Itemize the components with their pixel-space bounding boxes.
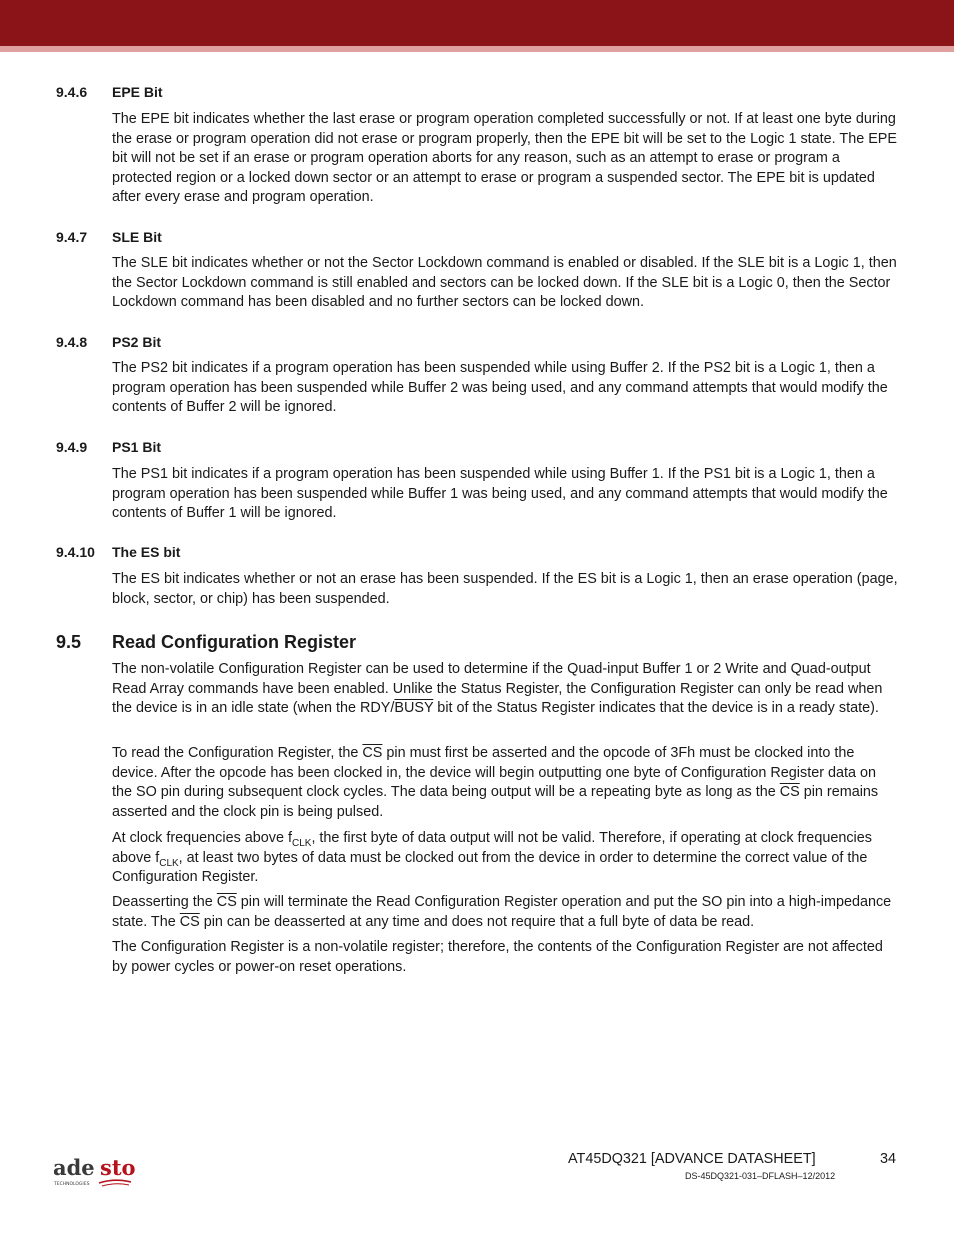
page-number: 34 bbox=[880, 1151, 897, 1167]
section-title: Read Configuration Register bbox=[112, 632, 357, 652]
section-number: 9.4.7 bbox=[56, 229, 88, 245]
section-heading-9-4-9 bbox=[56, 439, 161, 455]
svg-text:TECHNOLOGIES: TECHNOLOGIES bbox=[54, 1182, 90, 1187]
section-heading-9-5 bbox=[56, 632, 356, 653]
cs-signal: $\overline{CS}$ bbox=[216, 894, 237, 910]
busy-signal: BUSY bbox=[394, 700, 434, 717]
clk-subscript: CLK bbox=[291, 837, 312, 849]
clk-subscript: CLK bbox=[159, 857, 179, 869]
section-title: PS2 Bit bbox=[112, 334, 162, 350]
paragraph-epe: The EPE bit indicates whether the last erase or program operation completed successfully or not. If at least one byte during the erase or program operation did not erase or program properly, then the EPE bit will be set to the Logic 1 state. The EPE bit will not be set if an erase or program operation aborts for any reason, such as an attempt to erase or program a protected region or a locked down sector or an attempt to erase or program a suspended sector. The EPE bit is updated after every erase and program operation. bbox=[112, 111, 897, 206]
section-number: 9.4.6 bbox=[56, 84, 88, 100]
document-id: DS-45DQ321-031–DFLASH–12/2012 bbox=[685, 1171, 836, 1181]
section-title: SLE Bit bbox=[112, 229, 162, 245]
svg-text:sto: sto bbox=[100, 1155, 136, 1180]
section-number: 9.4.10 bbox=[56, 544, 95, 560]
svg-text:ade: ade bbox=[53, 1155, 95, 1180]
paragraph-deasserting: Deasserting the $\overline{CS}$ pin will terminate the Read Configuration Register operation and put the SO pin into a high-impedance state. The $\overline{CS}$ pin can be deasserted at any time and does not require that a full byte of data be read. bbox=[112, 894, 892, 930]
cs-signal: $\overline{CS}$ bbox=[779, 784, 800, 801]
section-number: 9.5 bbox=[56, 632, 82, 652]
section-heading-9-4-8 bbox=[56, 334, 161, 350]
section-heading-9-4-6 bbox=[56, 84, 163, 100]
section-title: The ES bit bbox=[112, 544, 181, 560]
paragraph-es: The ES bit indicates whether or not an erase has been suspended. If the ES bit is a Logic 1, then an erase operation (page, block, sector, or chip) has been suspended. bbox=[112, 571, 898, 607]
section-heading-9-4-10 bbox=[56, 544, 180, 560]
header-bar bbox=[0, 0, 954, 52]
section-heading-9-4-7 bbox=[56, 229, 162, 245]
adesto-logo bbox=[53, 1154, 143, 1188]
cs-signal: $\overline{CS}$ bbox=[179, 913, 200, 930]
paragraph-sle: The SLE bit indicates whether or not the Sector Lockdown command is enabled or disabled. If the SLE bit is a Logic 1, then the Sector Lockdown command is still enabled and sectors can be locked down. If the SLE bit is a Logic 0, then the Sector Lockdown command has been disabled and no further sectors can be locked down. bbox=[112, 255, 897, 311]
cs-signal: $\overline{CS}$ bbox=[362, 745, 383, 761]
section-title: PS1 Bit bbox=[112, 439, 162, 455]
section-title: EPE Bit bbox=[112, 84, 163, 100]
section-number: 9.4.8 bbox=[56, 334, 88, 350]
paragraph-non-volatile: The Configuration Register is a non-volatile register; therefore, the contents of the Configuration Register are not affected by power cycles or power-on reset operations. bbox=[112, 939, 883, 975]
section-number: 9.4.9 bbox=[56, 439, 88, 455]
paragraph-config-read: To read the Configuration Register, the $\overline{CS}$ pin must first be asserted and the opcode of 3Fh must be clocked into the device. After the opcode has been clocked in, the device will begin outputting one byte of Configuration Register data on the SO pin during subsequent clock cycles. The data being output will be a repeating byte as long as the $\overline{CS}$ pin remains asserted and the clock pin is being pulsed. bbox=[112, 745, 879, 820]
paragraph-ps1: The PS1 bit indicates if a program operation has been suspended while using Buffer 1. If the PS1 bit is a Logic 1, then a program operation has been suspended while Buffer 1 was being used, and any command attempts that would modify the contents of Buffer 1 will be ignored. bbox=[112, 466, 888, 522]
document-title: AT45DQ321 [ADVANCE DATASHEET] bbox=[568, 1151, 816, 1167]
paragraph-ps2: The PS2 bit indicates if a program operation has been suspended while using Buffer 2. If the PS2 bit is a Logic 1, then a program operation has been suspended while Buffer 2 was being used, and any command attempts that would modify the contents of Buffer 2 will be ignored. bbox=[112, 360, 888, 416]
paragraph-clock-frequency: At clock frequencies above $f_{CLK}$, the first byte of data output will not be valid. Therefore, if operating at clock frequencies above $f_{CLK}$, at least two bytes of data must be clocked out from the device in order to determine the correct value of the Configuration Register. bbox=[112, 830, 872, 886]
paragraph-config-intro: The non-volatile Configuration Register can be used to determine if the Quad-input Buffer 1 or 2 Write and Quad-output Read Array commands have been enabled. Unlike the Status Register, the Configuration Register can only be read when the device is in an idle state (when the RDY/BUSY bit of the Status Register indicates that the device is in a ready state). bbox=[112, 661, 883, 717]
